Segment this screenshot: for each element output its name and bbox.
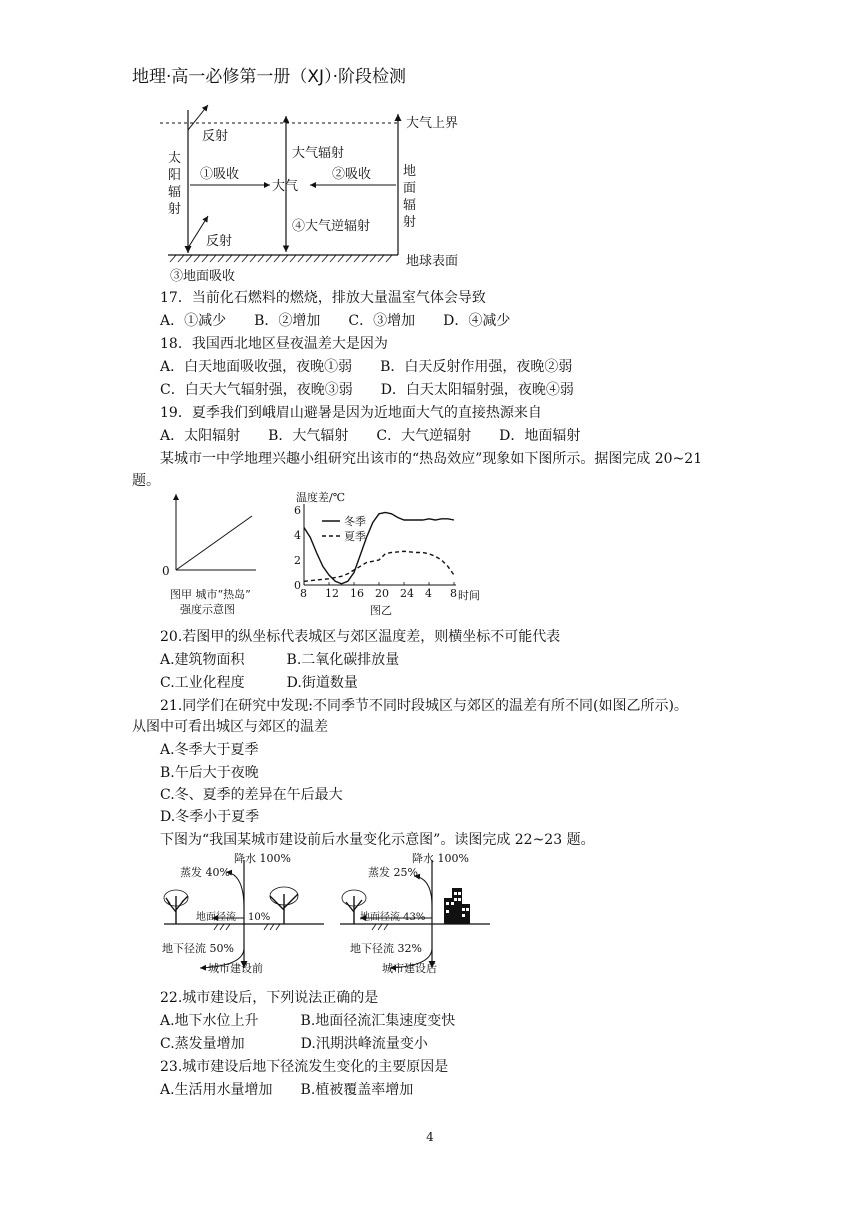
chart-series-winter [304, 513, 454, 584]
chart-y-tick-label: 6 [294, 504, 301, 517]
page-header: 地理·高一必修第一册（XJ）·阶段检测 [132, 67, 406, 87]
before-surface: 地面径流 [196, 912, 236, 923]
q20-options-cd: C.工业化程度 D.街道数量 [160, 675, 358, 691]
q21-option-d: D.冬季小于夏季 [160, 809, 260, 825]
chart-xlabel: 时间 [458, 589, 480, 602]
after-under: 地下径流 32% [350, 942, 422, 955]
chart-legend-label: 夏季 [344, 530, 366, 543]
q21-stem: 21.同学们在研究中发现:不同季节不同时段城区与郊区的温差有所不同(如图乙所示)。 [160, 698, 688, 714]
label-atmosphere: 大气 [272, 179, 299, 194]
before-evap: 蒸发 40% [180, 866, 230, 879]
page-number: 4 [426, 1130, 434, 1144]
panel-after [340, 851, 490, 975]
label-surface: 地球表面 [406, 254, 459, 269]
chart-x-tick-label: 12 [325, 587, 339, 600]
label-top-boundary: 大气上界 [406, 116, 459, 131]
chart-y-tick-label: 4 [294, 529, 301, 542]
q20-options-ab: A.建筑物面积 B.二氧化碳排放量 [160, 652, 400, 668]
chart-x-tick-label: 20 [375, 587, 389, 600]
q17-options: A．①减少 B．②增加 C．③增加 D．④减少 [160, 313, 511, 329]
chart-y-tick-label: 2 [294, 554, 301, 567]
q22-stem: 22.城市建设后，下列说法正确的是 [160, 990, 379, 1006]
chart-series-summer [304, 551, 454, 581]
label-absorb2: ②吸收 [332, 167, 372, 182]
label-atm-rad: 大气辐射 [292, 146, 345, 161]
label-absorb1: ①吸收 [200, 167, 240, 182]
q22-options-cd: C.蒸发量增加 D.汛期洪峰流量变小 [160, 1036, 428, 1052]
label-ground-absorb: ③地面吸收 [170, 269, 236, 284]
chart-x-tick-label: 8 [300, 587, 307, 600]
q18-stem: 18．我国西北地区昼夜温差大是因为 [160, 336, 388, 352]
q23-options-ab: A.生活用水量增加 B.植被覆盖率增加 [160, 1082, 414, 1098]
q18-options-cd: C．白天大气辐射强，夜晚③弱 D．白天太阳辐射强，夜晚④弱 [160, 382, 574, 398]
q21-option-c: C.冬、夏季的差异在午后最大 [160, 787, 343, 803]
before-surface-pct: 10% [248, 912, 271, 923]
figure-water-change [160, 848, 500, 980]
after-surface: 地面径流 43% [360, 912, 426, 923]
before-under: 地下径流 50% [162, 942, 234, 955]
before-precip: 降水 100% [234, 852, 291, 865]
label-counter-rad: ④大气逆辐射 [292, 219, 371, 234]
label-reflect-top: 反射 [202, 129, 229, 144]
before-caption: 城市建设前 [208, 962, 263, 975]
q22-options-ab: A.地下水位上升 B.地面径流汇集速度变快 [160, 1013, 456, 1029]
chart-y-tick-label: 0 [294, 579, 301, 592]
q23-stem: 23.城市建设后地下径流发生变化的主要原因是 [160, 1059, 449, 1075]
q21-option-b: B.午后大于夜晚 [160, 765, 259, 781]
q21-option-a: A.冬季大于夏季 [160, 742, 259, 758]
q19-options: A．太阳辐射 B．大气辐射 C．大气逆辐射 D．地面辐射 [160, 428, 581, 444]
after-caption: 城市建设后 [382, 962, 437, 975]
q21-stem-cont: 从图中可看出城区与郊区的温差 [132, 719, 328, 735]
fig-a-caption1: 图甲 城市“热岛” [170, 588, 251, 601]
label-reflect-bottom: 反射 [206, 234, 233, 249]
figure-temp-difference-chart [290, 488, 500, 620]
chart-caption: 图乙 [370, 604, 392, 617]
fig-a-caption2: 强度示意图 [180, 603, 235, 616]
q19-stem: 19．夏季我们到峨眉山避暑是因为近地面大气的直接热源来自 [160, 405, 542, 421]
q20-stem: 20.若图甲的纵坐标代表城区与郊区温度差，则横坐标不可能代表 [160, 629, 561, 645]
label-ground-rad: 地面 辐射 [403, 164, 417, 230]
intro-22-23: 下图为“我国某城市建设前后水量变化示意图”。读图完成 22~23 题。 [160, 832, 595, 848]
after-evap: 蒸发 25% [368, 866, 418, 879]
q18-options-ab: A．白天地面吸收强，夜晚①弱 B．白天反射作用强，夜晚②弱 [160, 359, 573, 375]
panel-before [162, 851, 324, 975]
fig-a-origin: 0 [162, 564, 170, 578]
label-solar-rad: 太阳 辐射 [168, 151, 182, 217]
atmosphere-heat-diagram [150, 100, 490, 285]
chart-x-tick-label: 4 [425, 587, 432, 600]
after-precip: 降水 100% [412, 852, 469, 865]
chart-ylabel: 温度差/℃ [296, 491, 346, 504]
q17-stem: 17．当前化石燃料的燃烧，排放大量温室气体会导致 [160, 290, 486, 306]
chart-x-tick-label: 8 [450, 587, 457, 600]
chart-x-tick-label: 24 [400, 587, 414, 600]
intro-20-21: 某城市一中学地理兴趣小组研究出该市的“热岛效应”现象如下图所示。据图完成 20~21 [160, 451, 703, 467]
chart-x-tick-label: 16 [350, 587, 364, 600]
intro-20-21-cont: 题。 [132, 473, 160, 489]
figure-heat-island-intensity [156, 488, 271, 620]
chart-legend-label: 冬季 [344, 515, 366, 528]
